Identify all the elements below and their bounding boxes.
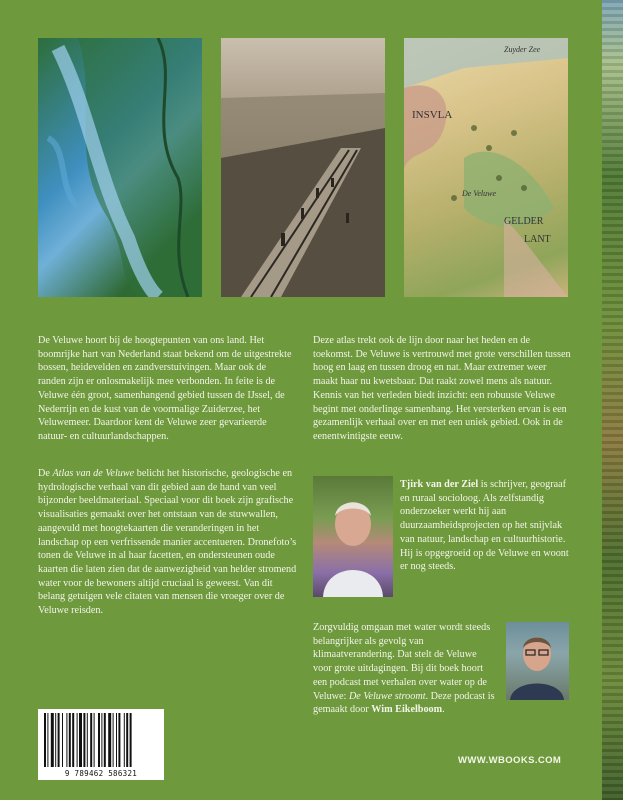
- map-label-lant: LANT: [524, 234, 551, 245]
- podcast-maker-name: Wim Eikelboom: [371, 704, 443, 716]
- podcast-text-end: .: [442, 704, 445, 716]
- podcast-text: [313, 621, 496, 717]
- author-portrait: [313, 476, 393, 597]
- intro-paragraph: [38, 334, 296, 444]
- map-label-insula: INSVLA: [412, 109, 453, 121]
- author-bio-text: [400, 478, 570, 574]
- atlas-text-prefix: De: [38, 468, 53, 479]
- author-bio: [400, 478, 570, 574]
- barcode-bars: [42, 713, 160, 767]
- map-label-zuyderzee: Zuyder Zee: [504, 45, 541, 54]
- isbn-number: 9 789462 586321: [64, 769, 138, 778]
- map-label-gelder: GELDER: [504, 216, 544, 227]
- publisher-website[interactable]: WWW.WBOOKS.COM: [458, 755, 562, 766]
- atlas-paragraph: [38, 467, 298, 618]
- podcast-text-part1: Zorgvuldig omgaan met water wordt steeds belangrijker als gevolg van klimaatverandering. Dat stelt de Veluwe voor grote uitdagingen. Bij dit boek hoort een podcast met verhalen over water op de Veluwe:: [313, 622, 491, 702]
- author-bio-rest: is schrijver, geograaf en ruraal socioloog. Als zelfstandig onderzoeker werkt hij aan duurzaamheidsprojecten op het snijvlak van natuur, landschap en cultuurhistorie. Hij is opgegroeid op de Veluwe en woont er nog steeds.: [400, 479, 569, 573]
- podcast-text-part2: . Deze podcast is gemaakt door: [313, 690, 495, 716]
- future-text: Deze atlas trekt ook de lijn door naar het heden en de toekomst. De Veluwe is vertrouwd met grote verschillen tussen hoog en laag en tussen droog en nat. Maar extremer weer maakt haar nu kwetsbaar. Dat raakt zowel mens als natuur. Kennis van het verleden biedt inzicht: een robuuste Veluwe begint met onderlinge samenhang. Het versterken ervan is een gezamenlijk verhaal over en met een uniek gebied. Ook in de eenentwintigste eeuw.: [313, 335, 571, 442]
- podcast-paragraph: [313, 621, 496, 717]
- podcast-title: De Veluwe stroomt: [348, 690, 426, 702]
- historical-excavation-photo-image: [221, 38, 385, 297]
- isbn-barcode: [38, 709, 164, 780]
- podcast-maker-portrait: [506, 622, 569, 700]
- atlas-text-rest: belicht het historische, geologische en hydrologische verhaal van dit gebied aan de hand van veel bijzonder beeldmateriaal. Speciaal voor dit boek zijn grafische visualisaties gemaakt over het ontstaan van de stuwwallen, aangevuld met hoogtekaarten die veranderingen in het landschap op een verfrissende manier accentueren. Dronefoto’s tonen de Veluwe in al haar facetten, en ondersteunen oude kaarten die laten zien dat de aanwezigheid van helder stromend water voor de bewoners altijd cruciaal is geweest. Van dit belang getuigen vele citaten van mensen die vroeger over de Veluwe reisden.: [38, 468, 297, 617]
- intro-text: De Veluwe hoort bij de hoogtepunten van ons land. Het boomrijke hart van Nederland staat bekend om de uitgestrekte bossen, heidevelden en zandverstuivingen. Maar ook de randen zijn er onlosmakelijk mee verbonden. In feite is de Veluwe één groot, samenhangend gebied tussen de IJssel, de Nederrijn en de kust van de voormalige Zuiderzee, het Veluwemeer. Daardoor kent de Veluwe zeer gevarieerde natuur- en cultuurlandschappen.: [38, 335, 292, 442]
- antique-map-image: [404, 38, 568, 297]
- author-name: Tjirk van der Ziel: [400, 479, 479, 490]
- future-paragraph: [313, 334, 571, 444]
- atlas-text: [38, 467, 298, 618]
- book-title-italic: Atlas van de Veluwe: [52, 468, 135, 479]
- map-label-veluwe: De Veluwe: [462, 189, 496, 198]
- spine-photo-strip: [602, 0, 623, 800]
- satellite-height-map-image: [38, 38, 202, 297]
